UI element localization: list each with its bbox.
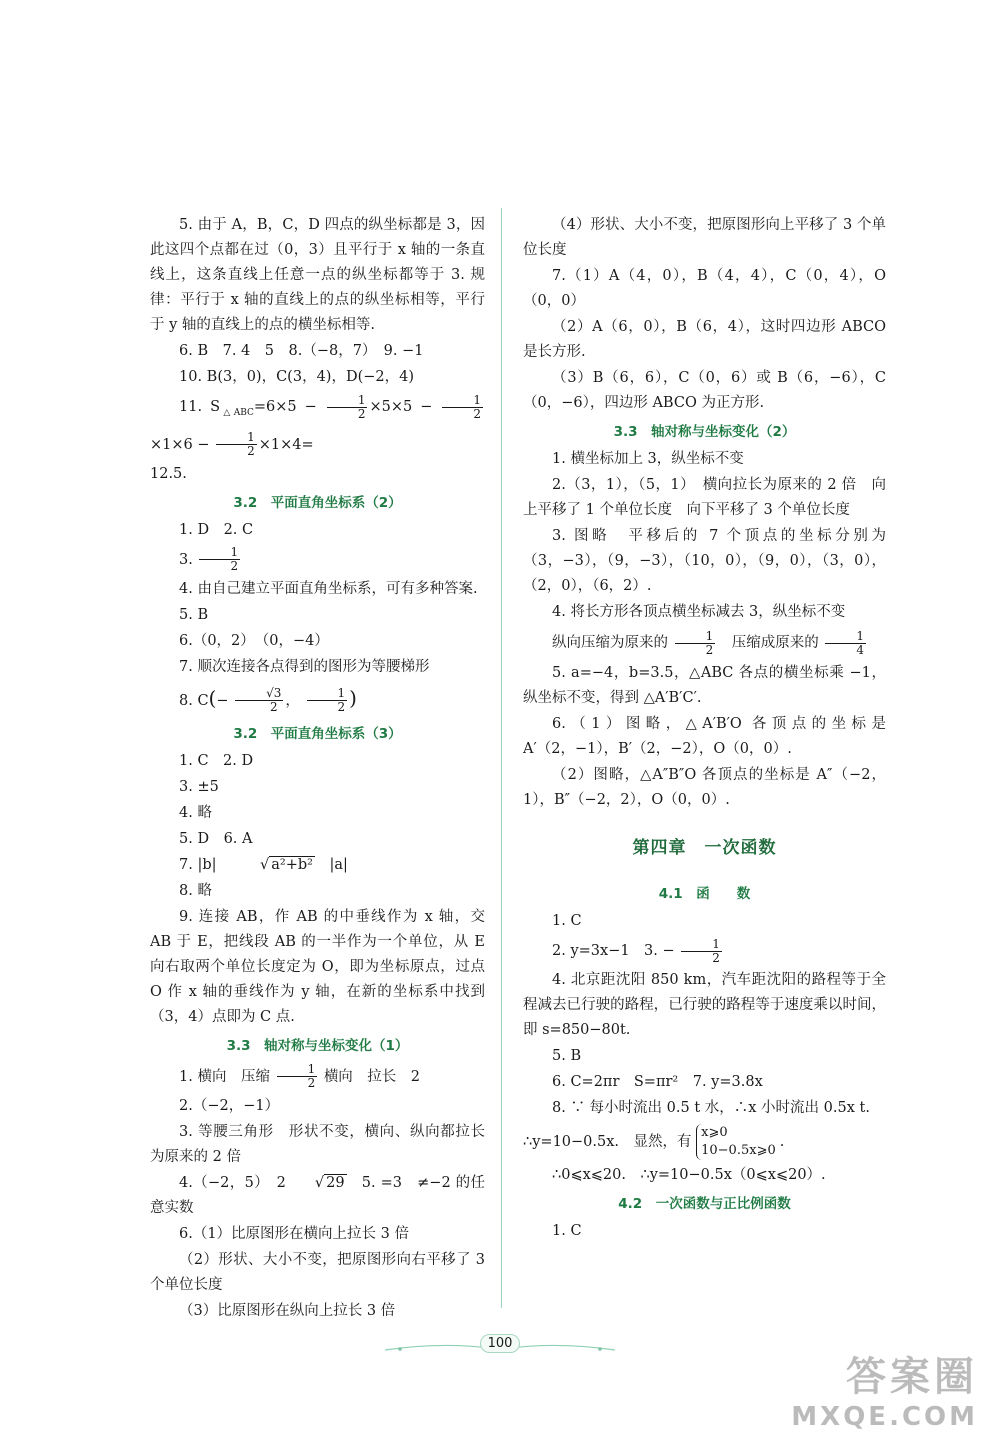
s41-answer-8-2: ∴y=10−0.5x. 显然，有 x⩾0 10−0.5x⩾0 .	[523, 1125, 785, 1158]
s2-answer-8: 8. C(− $\frac{√3}{2}$ ， $\frac{1}{2}$ )	[179, 685, 357, 715]
answer-11	[150, 391, 485, 461]
s3-answer-3: 3. ±5	[179, 778, 219, 795]
answer-11-result: 12.5.	[150, 465, 187, 482]
right-column	[523, 213, 886, 1245]
s4-answer-1: 1. 横向 压缩 $\frac{1}{2}$ 横向 拉长 2	[179, 1062, 421, 1091]
s41-answer-8-3: ∴0⩽x⩽20. ∴y=10−0.5x（0⩽x⩽20）.	[552, 1167, 826, 1183]
s41-answer-8-1: 8. ∵ 每小时流出 0.5 t 水，∴x 小时流出 0.5x t.	[552, 1100, 870, 1116]
s41-answer-1: 1. C	[552, 913, 582, 929]
s2-answer-3	[150, 544, 485, 576]
s2-answer-5: 5. B	[179, 606, 209, 623]
chapter-title: 第四章 一次函数	[632, 838, 777, 858]
s4-answer-3: 3. 等腰三角形 形状不变，横向、纵向都拉长为原来的 2 倍	[150, 1123, 485, 1165]
r-s-answer-4-cont: 纵向压缩为原来的 $\frac{1}{2}$ 压缩成原来的 $\frac{1}{4}$	[552, 628, 864, 657]
section-title-3-3-2: 3.3 轴对称与坐标变化（2）	[613, 424, 796, 440]
ornament-dot	[598, 1347, 602, 1351]
answer-6-9: 6. B 7. 4 5 8.（−8，7） 9. −1	[179, 343, 424, 359]
section-title-3-3-1: 3.3 轴对称与坐标变化（1）	[226, 1037, 409, 1054]
r-s-answer-6-2: （2）图略，△A″B″O 各顶点的坐标是 A″（−2，1），B″（−2，2），O（0，0）.	[523, 767, 886, 808]
r-s-answer-5: 5. a=−4，b=3.5，△ABC 各点的横坐标乘 −1，纵坐标不变，得到 △A′B′C′.	[523, 665, 886, 706]
fraction-half: $\frac{1}{2}$	[327, 394, 368, 421]
section-title-4-1: 4.1 函 数	[658, 886, 751, 902]
s3-answer-8: 8. 略	[179, 882, 212, 899]
sqrt-29: √ 29	[314, 1174, 345, 1191]
answer-5: 5. 由于 A，B，C，D 四点的纵坐标都是 3，因此这四个点都在过（0，3）且平行于 x 轴的一条直线上，这条直线上任意一点的纵坐标都等于 3. 规律：平行于 x 轴的直线上的点的纵坐标相等，平行于 y 轴的直线上的点的横坐标相等.	[150, 217, 485, 333]
answer-11-d: ×1×4=	[258, 436, 314, 453]
fraction-quarter: $\frac{1}{4}$	[825, 630, 866, 657]
s3-answer-1: 1. C 2. D	[179, 752, 254, 769]
r-answer-7-1: 7.（1）A（4，0），B（4，4），C（0，4），O（0，0）	[523, 268, 886, 309]
r-s-answer-1: 1. 横坐标加上 3，纵坐标不变	[552, 451, 744, 467]
s2-answer-3-label: 3.	[179, 551, 193, 568]
fraction-half: $\frac{1}{2}$	[681, 938, 722, 965]
ornament-dot	[398, 1347, 402, 1351]
answer-11-b: ×5×5 −	[369, 399, 433, 415]
fraction-half: $\frac{1}{2}$	[307, 687, 348, 714]
answer-11-a: =6×5 −	[253, 399, 317, 415]
section-title-3-2-3: 3.2 平面直角坐标系（3）	[233, 725, 402, 742]
r-s-answer-6-1: 6.（1）图略，△A′B′O 各顶点的坐标是 A′（2，−1），B′（2，−2），O（0，0）.	[523, 716, 886, 757]
r-s-answer-2: 2.（3，1），（5，1） 横向拉长为原来的 2 倍 向上平移了 1 个单位长度 向下平移了 3 个单位长度	[523, 477, 886, 518]
fraction-half: $\frac{1}{2}$	[442, 394, 483, 421]
s4-answer-2: 2.（−2，−1）	[179, 1097, 280, 1114]
fraction-half: $\frac{1}{2}$	[216, 431, 257, 458]
column-divider	[501, 208, 502, 1308]
s4-answer-6-3: （3）比原图形在纵向上拉长 3 倍	[179, 1302, 396, 1319]
r-answer-7-2: （2）A（6，0），B（6，4），这时四边形 ABCO 是长方形.	[523, 319, 886, 360]
fraction-half: $\frac{1}{2}$	[675, 630, 716, 657]
s2-answer-8-label: 8. C	[179, 692, 209, 709]
s2-answer-4: 4. 由自己建立平面直角坐标系，可有多种答案.	[179, 580, 478, 597]
sqrt-expression: √ a²+b²	[260, 856, 313, 873]
watermark-logo	[791, 1345, 978, 1432]
s2-answer-6: 6.（0，2） （0，−4）	[179, 632, 329, 649]
s41-answer-5: 5. B	[552, 1048, 582, 1064]
fraction-half: $\frac{1}{2}$	[277, 1063, 318, 1090]
fraction-sqrt3-over-2: $\frac{√3}{2}$	[235, 687, 283, 714]
s3-answer-5-6: 5. D 6. A	[179, 830, 253, 847]
answer-11-sub: △ABC	[220, 407, 254, 418]
s4-answer-4-5: 4.（−2，5） 2 √ 29 5. =3 ≠−2 的任意实数	[150, 1171, 485, 1221]
r-answer-7-3: （3）B（6，6），C（0，6）或 B（6，−6），C（0，−6），四边形 ABCO 为正方形.	[523, 370, 886, 411]
r-s-answer-3: 3. 图略 平移后的 7 个顶点的坐标分别为（3，−3），（9，−3），（10，0），（9，0），（3，0），（2，0），（6，2）.	[523, 528, 886, 594]
section-title-4-2: 4.2 一次函数与正比例函数	[618, 1196, 791, 1212]
s41-answer-6-7: 6. C=2πr S=πr² 7. y=3.8x	[552, 1074, 763, 1090]
answer-10: 10. B(3，0)，C(3，4)，D(−2，4)	[179, 369, 414, 385]
answer-11-c: ×1×6 −	[150, 436, 210, 453]
page-number	[465, 1332, 535, 1360]
s42-answer-1: 1. C	[552, 1223, 582, 1239]
s2-answer-1: 1. D 2. C	[179, 521, 254, 538]
s3-answer-4: 4. 略	[179, 804, 212, 821]
watermark-line1: 答案圈	[846, 1354, 978, 1400]
s2-answer-7: 7. 顺次连接各点得到的图形为等腰梯形	[179, 658, 430, 675]
inequality-system: x⩾0 10−0.5x⩾0	[696, 1124, 780, 1160]
s41-answer-2-3: 2. y=3x−1 3. − $\frac{1}{2}$	[552, 936, 720, 965]
s3-answer-9: 9. 连接 AB，作 AB 的中垂线作为 x 轴，交 AB 于 E，把线段 AB 的一半作为一个单位，从 E 向右取两个单位长度定为 O，即为坐标原点，过点 O 作 x 轴的垂线作为 y 轴，在新的坐标系中找到（3，4）点即为 C 点.	[150, 908, 485, 1025]
page-number-text: 100	[480, 1334, 521, 1353]
s3-answer-7: 7. |b| √ a²+b² |a|	[150, 853, 485, 878]
s41-answer-4: 4. 北京距沈阳 850 km，汽车距沈阳的路程等于全程减去已行驶的路程，已行驶的路程等于速度乘以时间，即 s=850−80t.	[523, 972, 886, 1038]
s4-answer-6-2: （2）形状、大小不变，把原图形向右平移了 3 个单位长度	[150, 1251, 485, 1293]
answer-11-prefix: 11. S	[179, 399, 220, 415]
r-s-answer-4: 4. 将长方形各顶点横坐标减去 3，纵坐标不变	[552, 604, 846, 620]
s4-answer-6-1: 6.（1）比原图形在横向上拉长 3 倍	[179, 1225, 410, 1242]
fraction-half: $\frac{1}{2}$	[199, 546, 240, 573]
r-answer-6-4: （4）形状、大小不变，把原图形向上平移了 3 个单位长度	[523, 217, 886, 258]
section-title-3-2-2: 3.2 平面直角坐标系（2）	[233, 494, 402, 511]
watermark-line2: MXQE.COM	[791, 1402, 978, 1432]
left-column	[150, 213, 485, 1325]
